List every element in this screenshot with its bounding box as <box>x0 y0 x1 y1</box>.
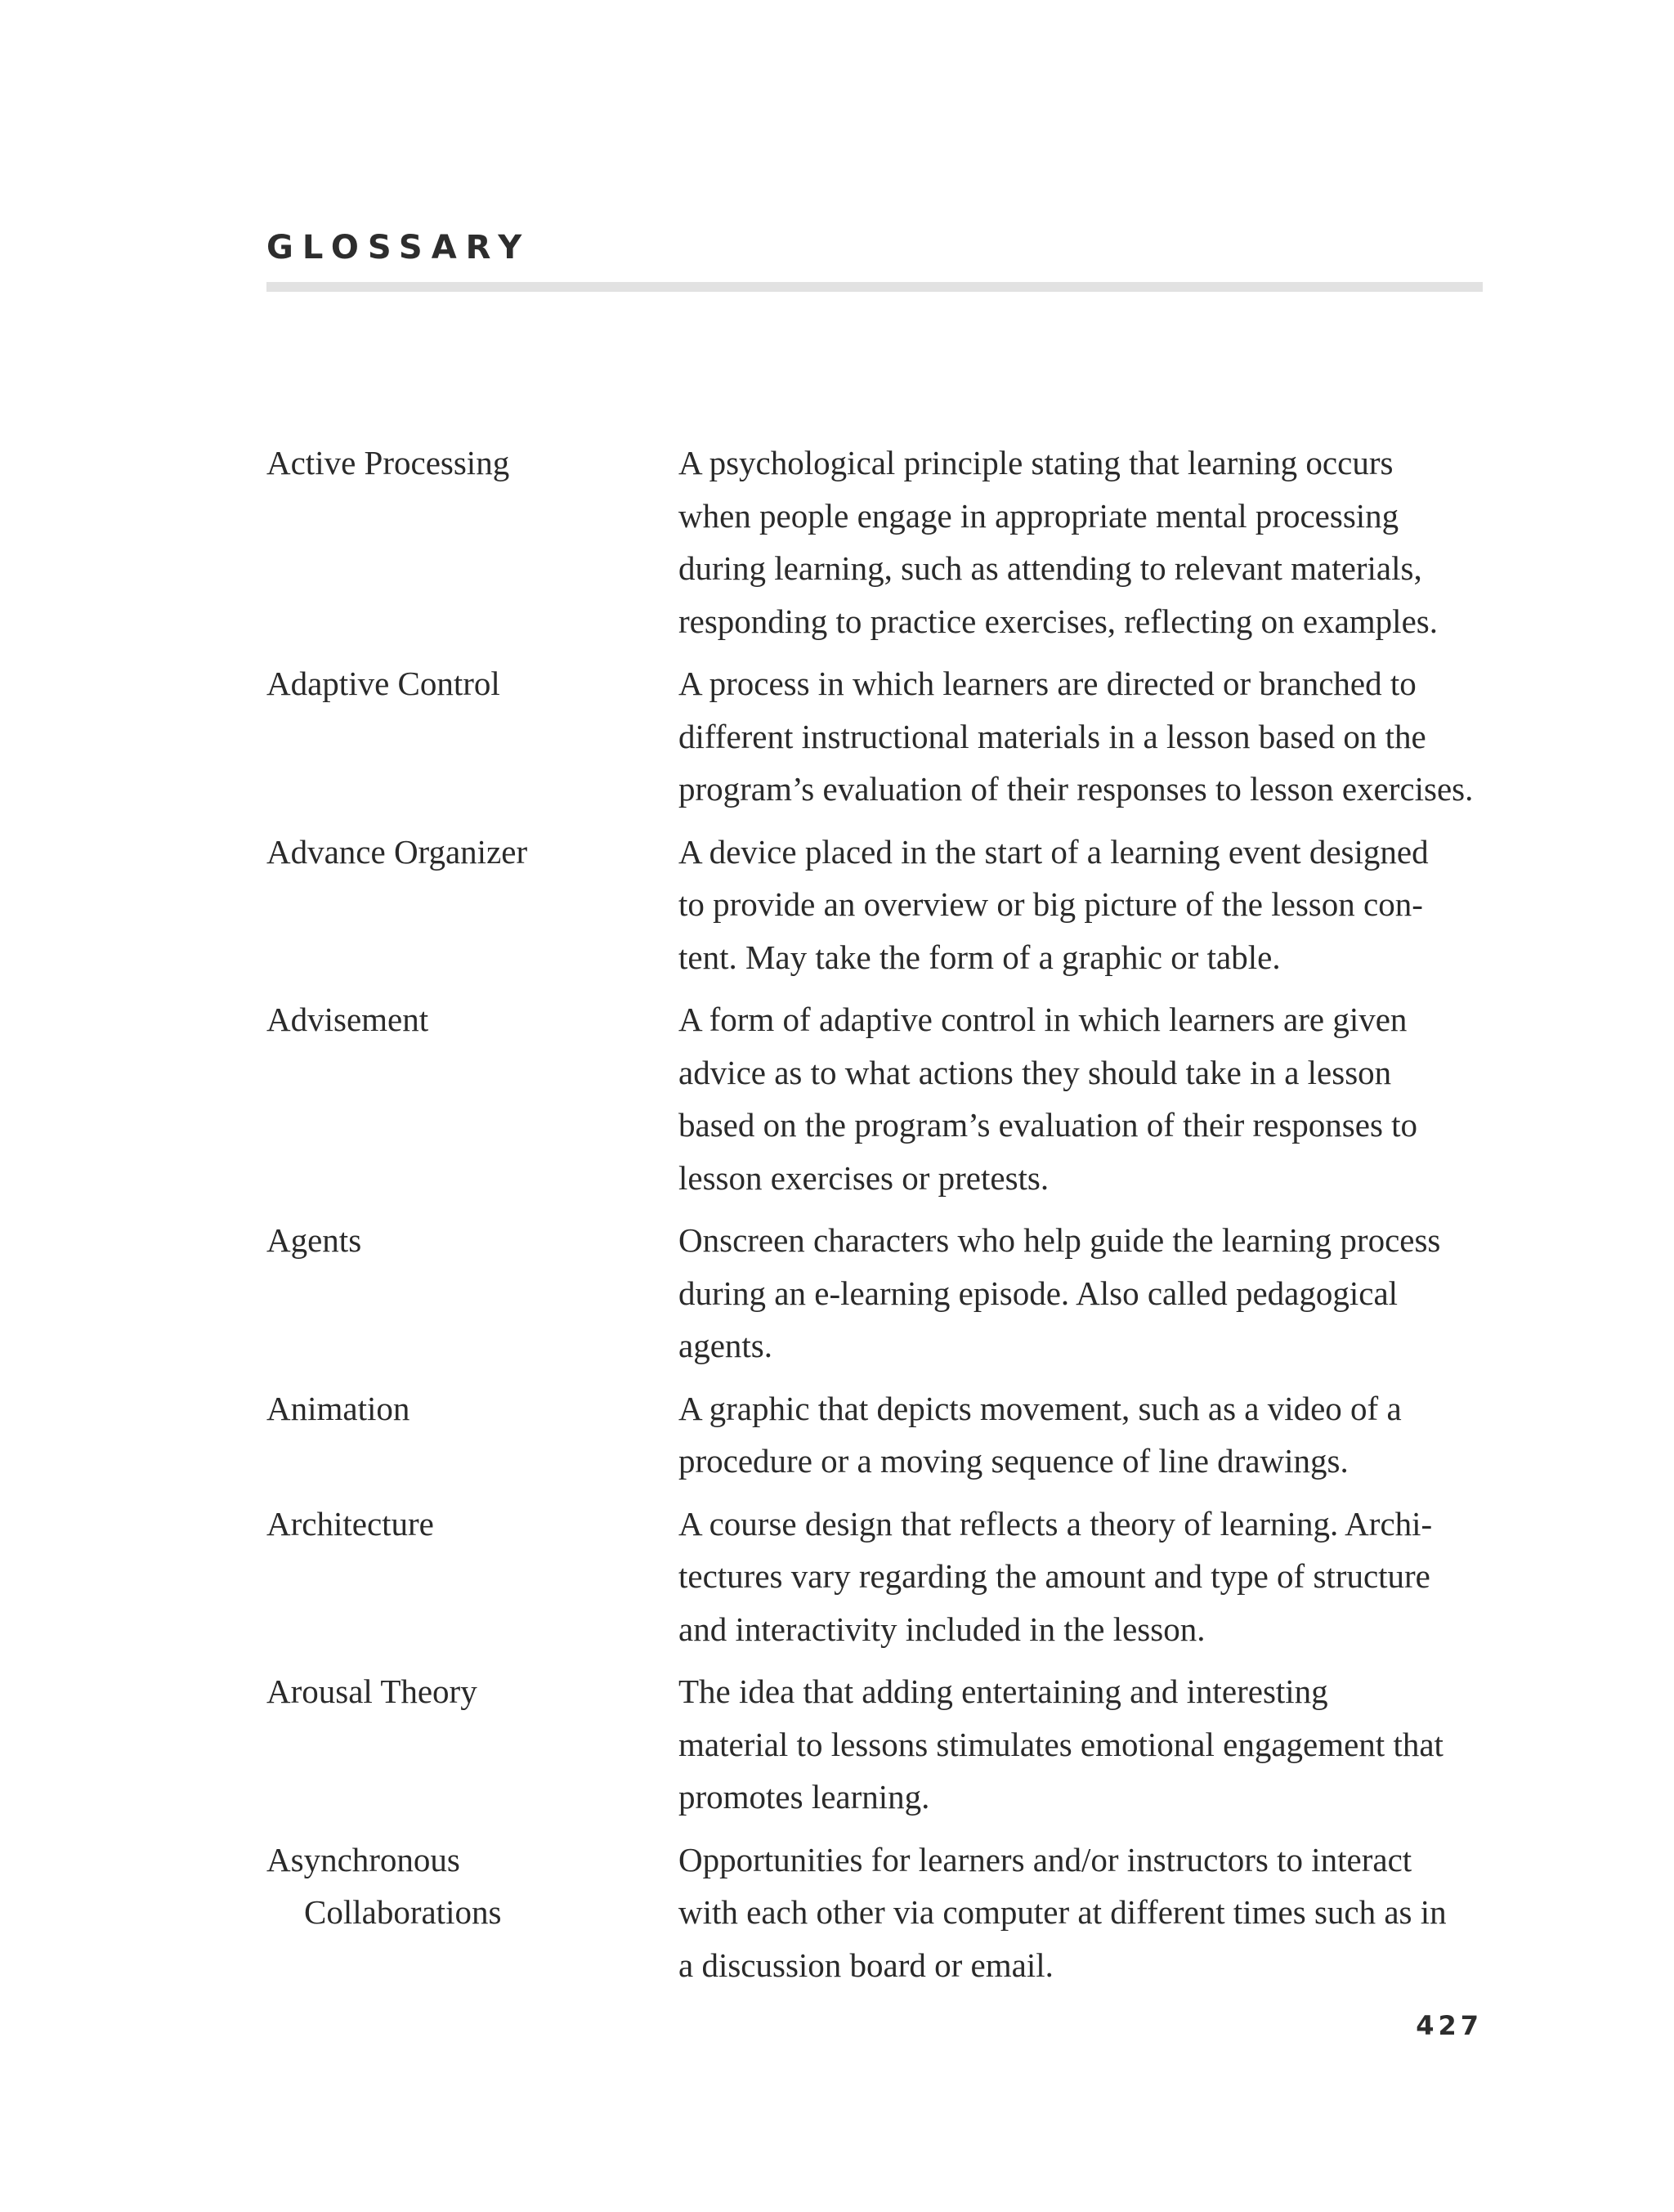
page-number: 427 <box>1416 2010 1483 2041</box>
glossary-entry <box>266 1498 1493 1656</box>
glossary-term: Advisement <box>266 1001 429 1038</box>
glossary-term: Advance Organizer <box>266 832 528 871</box>
glossary-definition: A course design that reflects a theory of learning. Archi- tectures vary regarding the amount and type of structure and interactivity included in the lesson. <box>678 1504 1433 1648</box>
glossary-entry <box>266 1665 1493 1824</box>
glossary-definition: The idea that adding entertaining and interesting material to lessons stimulates emotional engagement that promotes learning. <box>678 1672 1443 1816</box>
glossary-entry <box>266 1382 1493 1488</box>
glossary-term: Architecture <box>266 1504 434 1543</box>
glossary-term-line: Asynchronous <box>266 1840 460 1878</box>
glossary-term: Active Processing <box>266 444 510 481</box>
header-rule <box>266 282 1483 292</box>
glossary-term: Adaptive Control <box>266 665 500 702</box>
glossary-term-continuation: Collaborations <box>304 1893 502 1931</box>
glossary-entry <box>266 826 1493 984</box>
glossary-term: Arousal Theory <box>266 1672 477 1710</box>
glossary-definition: A process in which learners are directed or branched to different instructional materials in a lesson based on the program’s evaluation of their responses to lesson exercises. <box>678 665 1474 808</box>
glossary-entry <box>266 1214 1493 1372</box>
glossary-definition: A graphic that depicts movement, such as a video of a procedure or a moving sequence of line drawings. <box>678 1389 1402 1480</box>
glossary-definition: A device placed in the start of a learning event designed to provide an overview or big picture of the lesson con- tent. May take the form of a graphic or table. <box>678 832 1429 976</box>
glossary-entry <box>266 1834 1493 1992</box>
glossary-definition: A form of adaptive control in which learners are given advice as to what actions they should take in a lesson based on the program’s evaluation of their responses to lesson exercises or pretests. <box>678 1001 1418 1197</box>
glossary-definition: Opportunities for learners and/or instructors to interact with each other via computer at different times such as in a discussion board or email. <box>678 1840 1447 1984</box>
glossary-entry <box>266 993 1493 1204</box>
glossary-list <box>266 437 1493 2001</box>
glossary-term <box>266 1834 678 1939</box>
glossary-definition: A psychological principle stating that learning occurs when people engage in appropriate mental processing during learning, such as attending to relevant materials, responding to practice exercises, reflecting on examples. <box>678 444 1438 640</box>
glossary-entry <box>266 657 1493 816</box>
page-title: GLOSSARY <box>266 229 531 266</box>
glossary-entry <box>266 437 1493 647</box>
glossary-term: Animation <box>266 1389 410 1427</box>
glossary-term: Agents <box>266 1221 362 1259</box>
glossary-definition: Onscreen characters who help guide the learning process during an e-learning episode. Also called pedagogical agents. <box>678 1221 1441 1364</box>
